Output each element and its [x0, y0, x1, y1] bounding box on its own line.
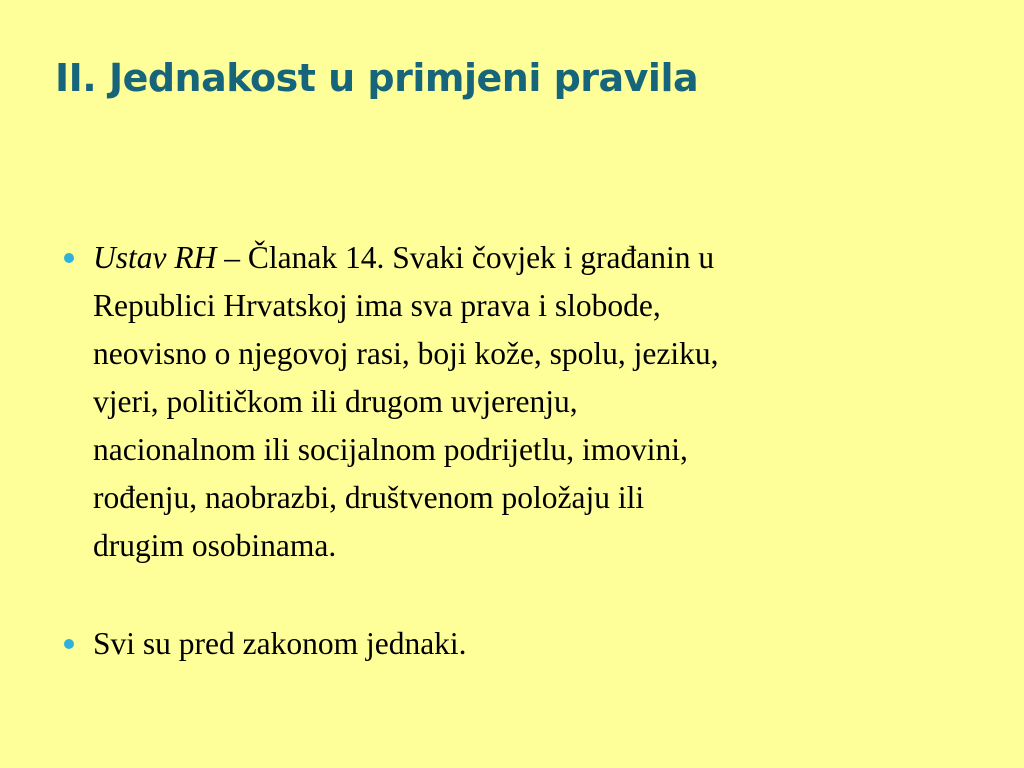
bullet-line: Republici Hrvatskoj ima sva prava i slobode,: [93, 288, 661, 323]
bullet-item-ustav: [64, 234, 944, 570]
bullet-line: vjeri, političkom ili drugom uvjerenju,: [93, 384, 578, 419]
bullet-line: rođenju, naobrazbi, društvenom položaju ili: [93, 480, 645, 515]
bullet-italic-prefix: Ustav RH: [93, 240, 217, 275]
slide-title: II. Jednakost u primjeni pravila: [55, 56, 699, 100]
bullet-line-rest: – Članak 14. Svaki čovjek i građanin u: [216, 240, 715, 275]
bullet-line: [93, 234, 944, 282]
bullet-list: [64, 234, 944, 668]
bullet-line: neovisno o njegovoj rasi, boji kože, spolu, jeziku,: [93, 336, 719, 371]
bullet-text: [93, 620, 944, 668]
bullet-line: drugim osobinama.: [93, 528, 337, 563]
bullet-dot-icon: [64, 253, 74, 263]
bullet-text: [93, 234, 944, 570]
bullet-line: nacionalnom ili socijalnom podrijetlu, imovini,: [93, 432, 688, 467]
bullet-dot-icon: [64, 639, 74, 649]
bullet-item-jednaki: [64, 620, 944, 668]
bullet-line: Svi su pred zakonom jednaki.: [93, 626, 467, 661]
